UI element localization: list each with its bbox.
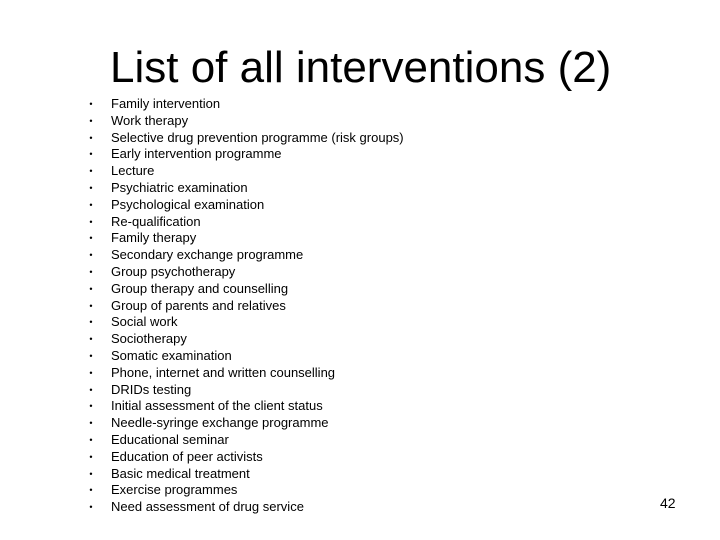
bullet-icon: • (89, 502, 93, 513)
list-item-label: Psychiatric examination (111, 179, 248, 195)
bullet-icon: • (89, 434, 93, 445)
bullet-icon: • (89, 334, 93, 345)
list-item-label: Family intervention (111, 96, 221, 111)
bullet-icon: • (89, 182, 93, 193)
list-item-label: Re-qualification (111, 213, 201, 229)
page-number: 42 (660, 495, 676, 511)
list-item-label: Initial assessment of the client status (111, 398, 323, 414)
list-item-label: Psychological examination (111, 196, 265, 212)
bullet-icon: • (89, 233, 93, 244)
bullet-icon: • (89, 132, 93, 143)
list-item-label: Education of peer activists (111, 448, 263, 464)
slide-title: List of all interventions (2) (110, 43, 612, 92)
bullet-icon: • (89, 485, 93, 496)
bullet-icon: • (89, 99, 93, 109)
bullet-icon: • (89, 216, 93, 227)
list-item-label: Lecture (111, 163, 155, 179)
bullet-icon: • (89, 350, 93, 361)
bullet-icon: • (89, 149, 93, 160)
bullet-icon: • (89, 266, 93, 277)
list-item-label: Group of parents and relatives (111, 297, 286, 313)
list-item-label: Early intervention programme (111, 146, 282, 162)
list-item-label: Phone, internet and written counselling (111, 364, 336, 380)
list-item-label: Family therapy (111, 230, 197, 246)
list-item-label: Educational seminar (111, 431, 229, 447)
list-item-label: Somatic examination (111, 347, 232, 363)
bullet-icon: • (89, 468, 93, 479)
list-item-label: Basic medical treatment (111, 465, 250, 481)
bullet-icon: • (89, 300, 93, 311)
bullet-icon: • (89, 199, 93, 210)
list-item-label: Social work (111, 314, 178, 330)
list-item-label: Exercise programmes (111, 482, 238, 498)
bullet-icon: • (89, 250, 93, 261)
bullet-icon: • (89, 418, 93, 429)
bullet-icon: • (89, 384, 93, 395)
bullet-icon: • (89, 166, 93, 177)
list-item-label: Group therapy and counselling (111, 280, 289, 296)
list-item-label: Sociotherapy (111, 331, 187, 347)
list-item-label: Needle-syringe exchange programme (111, 415, 329, 431)
list-item-label: DRIDs testing (111, 381, 192, 397)
list-item-label: Work therapy (111, 112, 189, 128)
bullet-icon: • (89, 367, 93, 378)
list-item-label: Group psychotherapy (111, 263, 236, 279)
list-item-label: Secondary exchange programme (111, 247, 304, 263)
bullet-icon: • (89, 451, 93, 462)
list-item-label: Need assessment of drug service (111, 499, 304, 515)
bullet-icon: • (89, 317, 93, 328)
bullet-icon: • (89, 115, 93, 126)
bullet-icon: • (89, 401, 93, 412)
list-item-label: Selective drug prevention programme (risk groups) (111, 129, 404, 145)
bullet-icon: • (89, 283, 93, 294)
